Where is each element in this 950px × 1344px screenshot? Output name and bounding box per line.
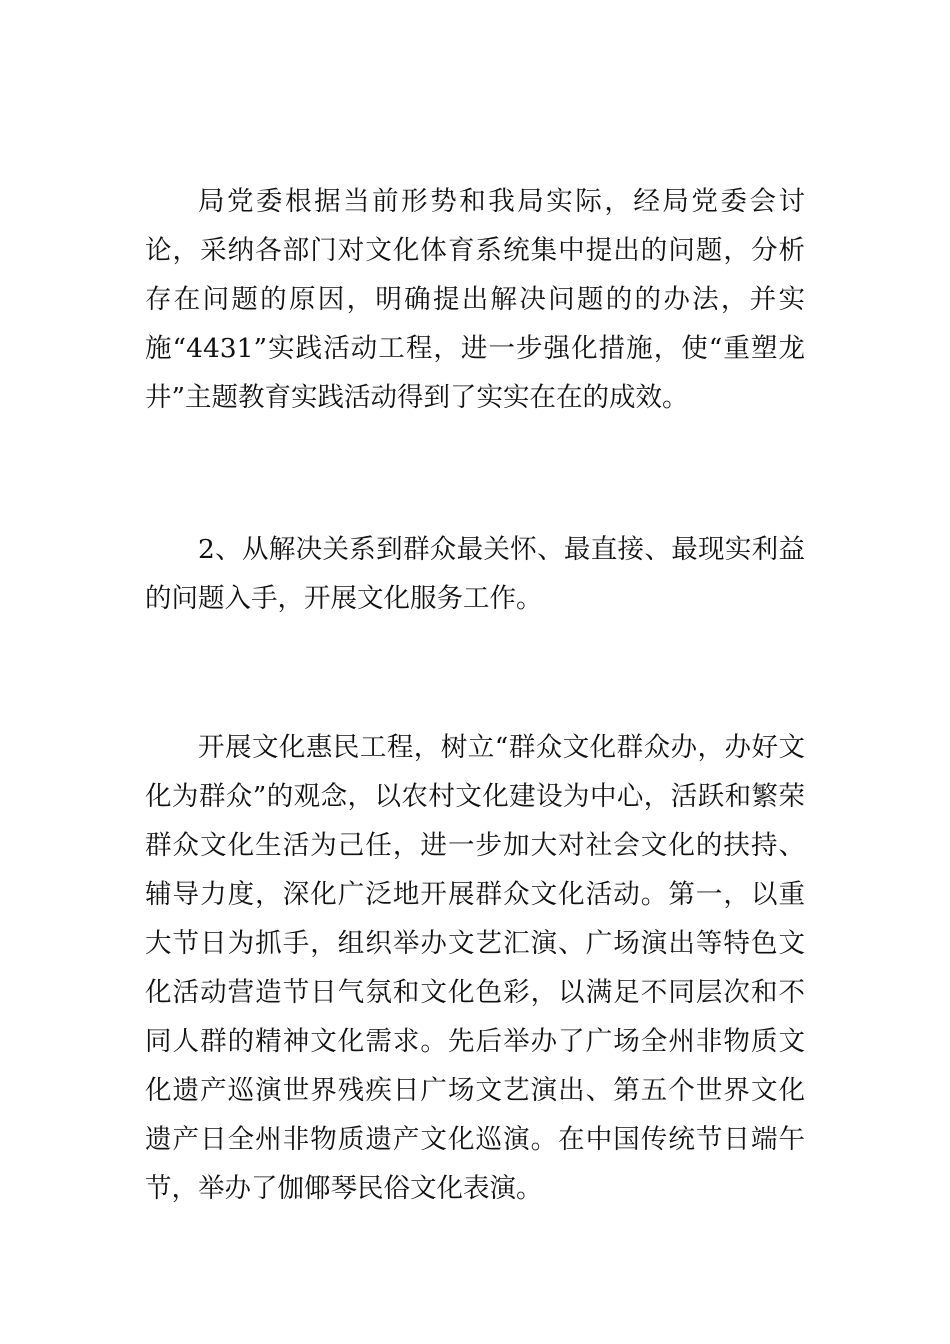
paragraph-party-committee-measures: 局党委根据当前形势和我局实际，经局党委会讨论，采纳各部门对文化体育系统集中提出的问题，分析存在问题的原因，明确提出解决问题的的办法，并实施“4431”实践活动工程，进一步强化措施，使“重塑龙井”主题教育实践活动得到了实实在在的成效。 [145, 186, 805, 413]
paragraph-section-2-heading: 2、从解决关系到群众最关怀、最直接、最现实利益的问题入手，开展文化服务工作。 [145, 534, 805, 614]
paragraph-cultural-benefit-project: 开展文化惠民工程，树立“群众文化群众办，办好文化为群众”的观念，以农村文化建设为中心，活跃和繁荣群众文化生活为己任，进一步加大对社会文化的扶持、辅导力度，深化广泛地开展群众文化活动。第一，以重大节日为抓手，组织举办文艺汇演、广场演出等特色文化活动营造节日气氛和文化色彩，以满足不同层次和不同人群的精神文化需求。先后举办了广场全州非物质文化遗产巡演世界残疾日广场文艺演出、第五个世界文化遗产日全州非物质遗产文化巡演。在中国传统节日端午节，举办了伽倻琴民俗文化表演。 [145, 732, 805, 1204]
